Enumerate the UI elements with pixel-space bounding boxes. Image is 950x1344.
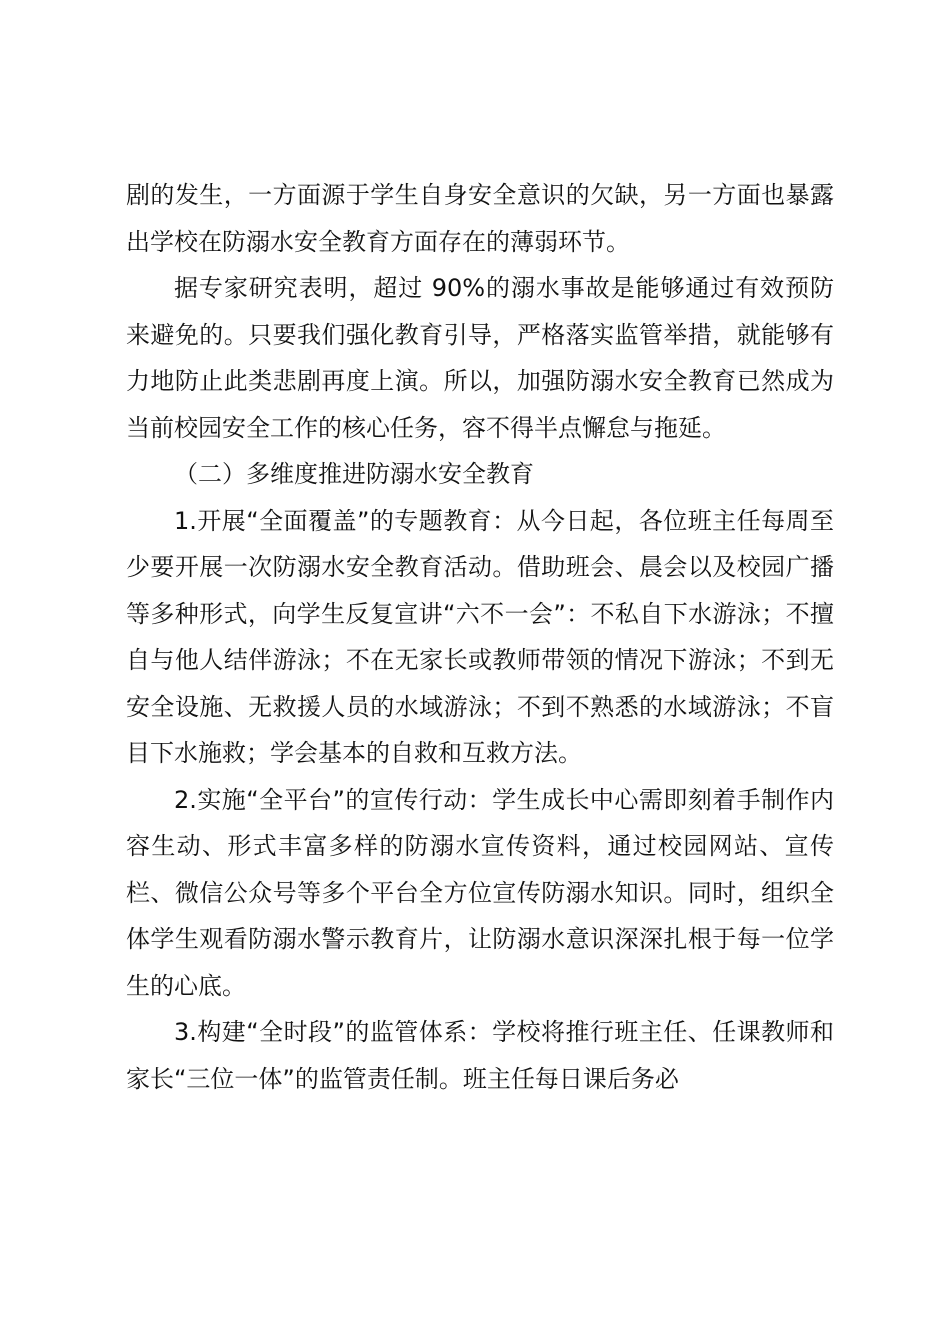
paragraph-expert-research: 据专家研究表明，超过 90%的溺水事故是能够通过有效预防来避免的。只要我们强化教育引导，严格落实监管举措，就能够有力地防止此类悲剧再度上演。所以，加强防溺水安全教育已然成为当前校园安全工作的核心任务，容不得半点懈怠与拖延。 (126, 274, 834, 442)
list-item-thematic-education: 1.开展“全面覆盖”的专题教育：从今日起，各位班主任每周至少要开展一次防溺水安全教育活动。借助班会、晨会以及校园广播等多种形式，向学生反复宣讲“六不一会”：不私自下水游泳；不擅自与他人结伴游泳；不在无家长或教师带领的情况下游泳；不到无安全设施、无救援人员的水域游泳；不到不熟悉的水域游泳；不盲目下水施救；学会基本的自救和互救方法。 (126, 506, 834, 767)
list-item-publicity-campaign: 2.实施“全平台”的宣传行动：学生成长中心需即刻着手制作内容生动、形式丰富多样的防溺水宣传资料，通过校园网站、宣传栏、微信公众号等多个平台全方位宣传防溺水知识。同时，组织全体学生观看防溺水警示教育片，让防溺水意识深深扎根于每一位学生的心底。 (126, 785, 834, 1000)
section-heading: （二）多维度推进防溺水安全教育 (174, 460, 534, 488)
document-body (126, 172, 834, 1102)
paragraph-continued: 剧的发生，一方面源于学生自身安全意识的欠缺，另一方面也暴露出学校在防溺水安全教育方面存在的薄弱环节。 (126, 181, 834, 256)
list-item-supervision-system: 3.构建“全时段”的监管体系：学校将推行班主任、任课教师和家长“三位一体”的监管责任制。班主任每日课后务必 (126, 1018, 834, 1093)
